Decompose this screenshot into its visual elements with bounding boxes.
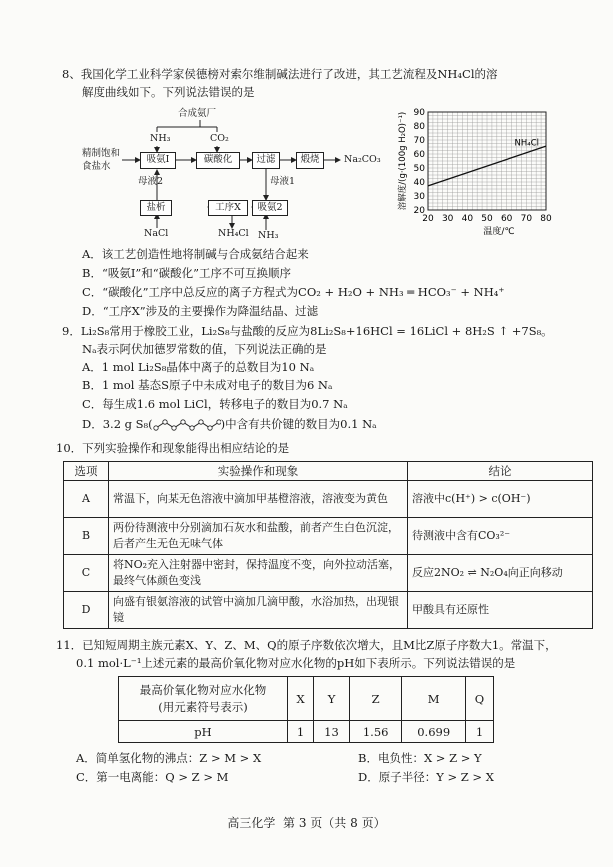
flow-arrows <box>82 106 402 242</box>
x-tick-label: 70 <box>520 214 533 224</box>
ammonia-plant-label: 合成氨厂 <box>178 108 217 119</box>
x-axis-label: 温度/℃ <box>483 227 515 237</box>
row-a-conclusion: 溶液中c(H⁺) > c(OH⁻) <box>408 481 593 518</box>
nacl-label: NaCl <box>144 228 169 239</box>
y-axis-label: 溶解度/(g·(100g H₂O)⁻¹) <box>398 111 408 211</box>
header-conclusion: 结论 <box>408 462 593 481</box>
x-tick-label: 20 <box>422 214 434 224</box>
y-tick-label: 70 <box>413 136 425 146</box>
element-q: Q <box>466 677 494 721</box>
page-footer: 高三化学 第 3 页（共 8 页） <box>227 816 386 830</box>
q8-stem-line1: 8、我国化学工业科学家侯德榜对索尔维制碱法进行了改进，其工艺流程及NH₄Cl的溶 <box>62 67 498 81</box>
absorb1-box: 吸氨Ⅰ <box>140 152 176 169</box>
q10-stem: 10．下列实验操作和现象能得出相应结论的是 <box>56 441 290 455</box>
q10-table <box>63 461 593 629</box>
table-head-line1: 最高价氧化物对应水化物 <box>139 682 267 697</box>
solubility-chart <box>396 106 566 238</box>
ph-q: 1 <box>466 721 494 743</box>
calcination-box: 煅烧 <box>296 152 324 169</box>
header-operation: 实验操作和现象 <box>109 462 408 481</box>
q9-stem-line2: Nₐ表示阿伏加德罗常数的值，下列说法正确的是 <box>82 342 327 356</box>
ph-m: 0.699 <box>402 721 466 743</box>
feed-label-1: 精制饱和 <box>82 148 121 159</box>
nh3-input-label: NH₃ <box>150 133 171 144</box>
x-tick-label: 40 <box>461 214 474 224</box>
table-head-line2: (用元素符号表示) <box>158 699 248 714</box>
mother-liquor-1-label: 母液1 <box>270 176 296 187</box>
ph-z: 1.56 <box>349 721 401 743</box>
table-row <box>119 721 494 743</box>
x-tick-label: 80 <box>540 214 552 224</box>
table-row <box>64 518 593 555</box>
q9-option-d-part2: )中含有共价键的数目为0.1 Nₐ <box>220 417 377 431</box>
q8-option-b: B．“吸氨Ⅰ”和“碳酸化”工序不可互换顺序 <box>82 266 292 280</box>
q9-option-b: B．1 mol 基态S原子中未成对电子的数目为6 Nₐ <box>82 378 333 392</box>
salting-out-box: 盐析 <box>140 200 172 216</box>
q8-option-d: D．“工序X”涉及的主要操作为降温结晶、过滤 <box>82 304 319 318</box>
q11-option-b: B．电负性：X > Z > Y <box>358 751 482 765</box>
row-c-option: C <box>64 555 109 592</box>
solubility-chart-svg <box>396 106 566 238</box>
row-d-operation: 向盛有银氨溶液的试管中滴加几滴甲酸，水浴加热，出现银镜 <box>109 592 408 629</box>
element-z: Z <box>349 677 401 721</box>
ph-y: 13 <box>314 721 350 743</box>
ph-x: 1 <box>288 721 314 743</box>
row-d-option: D <box>64 592 109 629</box>
q9-option-c: C．每生成1.6 mol LiCl，转移电子的数目为0.7 Nₐ <box>82 397 348 411</box>
q11-option-c: C．第一电离能：Q > Z > M <box>76 770 229 784</box>
nh3-second-label: NH₃ <box>258 230 279 241</box>
q9-stem-line1: 9．Li₂S₈常用于橡胶工业，Li₂S₈与盐酸的反应为8Li₂S₈+16HCl = 16LiCl + 8H₂S ↑ +7S₈。 <box>62 324 553 338</box>
q8-stem-line2: 解度曲线如下。下列说法错误的是 <box>82 85 255 99</box>
table-row <box>119 677 494 721</box>
y-tick-label: 50 <box>413 164 425 174</box>
row-b-conclusion: 待测液中含有CO₃²⁻ <box>408 518 593 555</box>
s8-ring-structure-icon <box>153 418 221 432</box>
row-b-option: B <box>64 518 109 555</box>
q11-stem-line1: 11．已知短周期主族元素X、Y、Z、M、Q的原子序数依次增大，且M比Z原子序数大1。常温下， <box>56 638 557 652</box>
q11-option-d: D．原子半径：Y > Z > X <box>358 770 494 784</box>
q11-stem-line2: 0.1 mol·L⁻¹上述元素的最高价氧化物对应水化物的pH如下表所示。下列说法错误的是 <box>76 656 516 670</box>
row-a-operation: 常温下，向某无色溶液中滴加甲基橙溶液，溶液变为黄色 <box>109 481 408 518</box>
q9-option-d-part1: D．3.2 g S₈( <box>82 417 153 431</box>
ph-row-label: pH <box>119 721 288 743</box>
row-c-operation: 将NO₂充入注射器中密封，保持温度不变，向外拉动活塞，最终气体颜色变浅 <box>109 555 408 592</box>
element-x: X <box>288 677 314 721</box>
y-tick-label: 40 <box>413 178 425 188</box>
table-row <box>64 481 593 518</box>
x-tick-label: 30 <box>441 214 454 224</box>
product-label: Na₂CO₃ <box>344 154 381 165</box>
x-tick-label: 60 <box>500 214 513 224</box>
process-flow-diagram <box>82 106 402 242</box>
q9-option-a: A．1 mol Li₂S₈晶体中离子的总数目为10 Nₐ <box>82 360 315 374</box>
y-tick-label: 80 <box>413 122 425 132</box>
carbonation-box: 碳酸化 <box>196 152 240 169</box>
q8-option-c: C．“碳酸化”工序中总反应的离子方程式为CO₂ + H₂O + NH₃ ═ HCO₃⁻ + NH₄⁺ <box>82 285 505 299</box>
feed-label-2: 食盐水 <box>82 161 111 172</box>
table-header-row <box>64 462 593 481</box>
element-m: M <box>402 677 466 721</box>
q9-option-d <box>82 416 377 432</box>
series-label: NH₄Cl <box>514 138 540 149</box>
row-b-operation: 两份待测液中分别滴加石灰水和盐酸，前者产生白色沉淀，后者产生无色无味气体 <box>109 518 408 555</box>
table-row <box>64 555 593 592</box>
element-y: Y <box>314 677 350 721</box>
filtration-box: 过滤 <box>252 152 280 169</box>
header-option: 选项 <box>64 462 109 481</box>
row-d-conclusion: 甲酸具有还原性 <box>408 592 593 629</box>
table-head-cell <box>119 677 288 721</box>
row-c-conclusion: 反应2NO₂ ⇌ N₂O₄向正向移动 <box>408 555 593 592</box>
mother-liquor-2-label: 母液2 <box>138 176 164 187</box>
q8-option-a: A．该工艺创造性地将制碱与合成氨结合起来 <box>82 247 309 261</box>
nh4cl-output-label: NH₄Cl <box>218 228 249 239</box>
y-tick-label: 90 <box>413 108 425 118</box>
absorb2-box: 吸氨2 <box>252 200 288 216</box>
co2-input-label: CO₂ <box>210 133 229 144</box>
q11-option-a: A．简单氢化物的沸点：Z > M > X <box>76 751 262 765</box>
y-tick-label: 30 <box>413 192 425 202</box>
process-x-box: 工序X <box>208 200 248 216</box>
row-a-option: A <box>64 481 109 518</box>
x-tick-label: 50 <box>481 214 493 224</box>
y-tick-label: 20 <box>413 206 425 216</box>
table-row <box>64 592 593 629</box>
y-tick-label: 60 <box>413 150 425 160</box>
q11-ph-table <box>118 676 494 743</box>
